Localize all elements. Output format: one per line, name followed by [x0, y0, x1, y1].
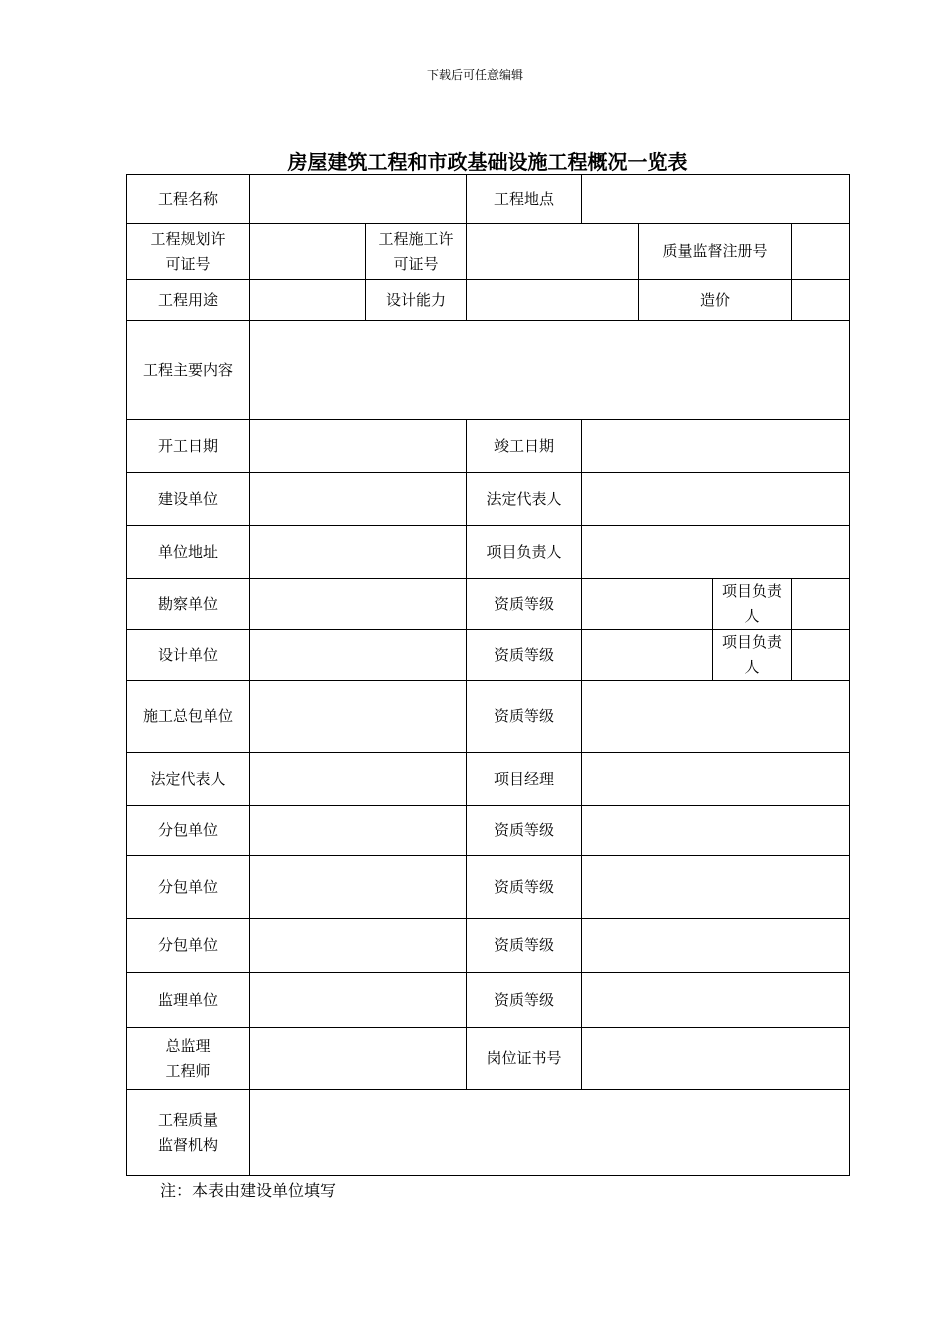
- value-chief-supervisor[interactable]: [250, 1028, 467, 1090]
- value-subcontractor-2[interactable]: [250, 856, 467, 919]
- value-unit-address[interactable]: [250, 526, 467, 579]
- value-supervision-qualification[interactable]: [582, 973, 850, 1028]
- label-construction-permit: 工程施工许 可证号: [366, 224, 467, 280]
- label-supervision-unit: 监理单位: [127, 973, 250, 1028]
- value-project-leader[interactable]: [582, 526, 850, 579]
- label-planning-permit: 工程规划许 可证号: [127, 224, 250, 280]
- label-legal-rep: 法定代表人: [467, 473, 582, 526]
- row-survey: [127, 579, 850, 630]
- label-design-leader: 项目负责 人: [713, 630, 792, 681]
- value-sub2-qualification[interactable]: [582, 856, 850, 919]
- label-project-leader: 项目负责人: [467, 526, 582, 579]
- label-project-manager: 项目经理: [467, 753, 582, 806]
- value-design-unit[interactable]: [250, 630, 467, 681]
- row-gc-rep: [127, 753, 850, 806]
- label-design-capacity: 设计能力: [366, 280, 467, 321]
- value-survey-qualification[interactable]: [582, 579, 713, 630]
- value-sub3-qualification[interactable]: [582, 919, 850, 973]
- row-address: [127, 526, 850, 579]
- label-survey-unit: 勘察单位: [127, 579, 250, 630]
- label-start-date: 开工日期: [127, 420, 250, 473]
- value-start-date[interactable]: [250, 420, 467, 473]
- label-post-cert-no: 岗位证书号: [467, 1028, 582, 1090]
- value-design-qualification[interactable]: [582, 630, 713, 681]
- value-subcontractor-1[interactable]: [250, 806, 467, 856]
- label-project-name: 工程名称: [127, 175, 250, 224]
- value-main-content[interactable]: [250, 321, 850, 420]
- value-project-location[interactable]: [582, 175, 850, 224]
- value-post-cert-no[interactable]: [582, 1028, 850, 1090]
- label-main-content: 工程主要内容: [127, 321, 250, 420]
- value-quality-reg-no[interactable]: [792, 224, 850, 280]
- row-subcontractor-3: [127, 919, 850, 973]
- label-completion-date: 竣工日期: [467, 420, 582, 473]
- row-chief-supervisor: [127, 1028, 850, 1090]
- label-unit-address: 单位地址: [127, 526, 250, 579]
- value-project-use[interactable]: [250, 280, 366, 321]
- value-project-name[interactable]: [250, 175, 467, 224]
- row-permits: [127, 224, 850, 280]
- value-general-contractor[interactable]: [250, 681, 467, 753]
- row-dates: [127, 420, 850, 473]
- value-subcontractor-3[interactable]: [250, 919, 467, 973]
- value-cost[interactable]: [792, 280, 850, 321]
- value-builder[interactable]: [250, 473, 467, 526]
- project-overview-table: [126, 174, 850, 1176]
- footer-note: 注：本表由建设单位填写: [160, 1181, 337, 1200]
- row-project-name: [127, 175, 850, 224]
- value-design-leader[interactable]: [792, 630, 850, 681]
- label-supervision-qualification: 资质等级: [467, 973, 582, 1028]
- label-legal-rep-2: 法定代表人: [127, 753, 250, 806]
- value-quality-agency[interactable]: [250, 1090, 850, 1176]
- value-legal-rep-2[interactable]: [250, 753, 467, 806]
- label-cost: 造价: [639, 280, 792, 321]
- label-design-qualification: 资质等级: [467, 630, 582, 681]
- label-sub1-qualification: 资质等级: [467, 806, 582, 856]
- row-main-content: [127, 321, 850, 420]
- row-subcontractor-2: [127, 856, 850, 919]
- label-builder: 建设单位: [127, 473, 250, 526]
- value-legal-rep[interactable]: [582, 473, 850, 526]
- value-supervision-unit[interactable]: [250, 973, 467, 1028]
- label-survey-qualification: 资质等级: [467, 579, 582, 630]
- value-survey-leader[interactable]: [792, 579, 850, 630]
- label-subcontractor-3: 分包单位: [127, 919, 250, 973]
- label-quality-reg-no: 质量监督注册号: [639, 224, 792, 280]
- row-subcontractor-1: [127, 806, 850, 856]
- label-sub2-qualification: 资质等级: [467, 856, 582, 919]
- label-design-unit: 设计单位: [127, 630, 250, 681]
- label-quality-agency: 工程质量 监督机构: [127, 1090, 250, 1176]
- label-subcontractor-2: 分包单位: [127, 856, 250, 919]
- label-general-contractor: 施工总包单位: [127, 681, 250, 753]
- row-builder: [127, 473, 850, 526]
- row-general-contractor: [127, 681, 850, 753]
- label-survey-leader: 项目负责 人: [713, 579, 792, 630]
- label-chief-supervisor: 总监理 工程师: [127, 1028, 250, 1090]
- value-sub1-qualification[interactable]: [582, 806, 850, 856]
- label-project-location: 工程地点: [467, 175, 582, 224]
- value-gc-qualification[interactable]: [582, 681, 850, 753]
- row-use: [127, 280, 850, 321]
- label-project-use: 工程用途: [127, 280, 250, 321]
- row-quality-agency: [127, 1090, 850, 1176]
- page-title: 房屋建筑工程和市政基础设施工程概况一览表: [287, 150, 688, 174]
- label-sub3-qualification: 资质等级: [467, 919, 582, 973]
- row-supervision: [127, 973, 850, 1028]
- value-planning-permit[interactable]: [250, 224, 366, 280]
- label-subcontractor-1: 分包单位: [127, 806, 250, 856]
- value-project-manager[interactable]: [582, 753, 850, 806]
- value-design-capacity[interactable]: [467, 280, 639, 321]
- row-design: [127, 630, 850, 681]
- value-completion-date[interactable]: [582, 420, 850, 473]
- value-construction-permit[interactable]: [467, 224, 639, 280]
- label-gc-qualification: 资质等级: [467, 681, 582, 753]
- value-survey-unit[interactable]: [250, 579, 467, 630]
- header-note: 下载后可任意编辑: [426, 68, 523, 82]
